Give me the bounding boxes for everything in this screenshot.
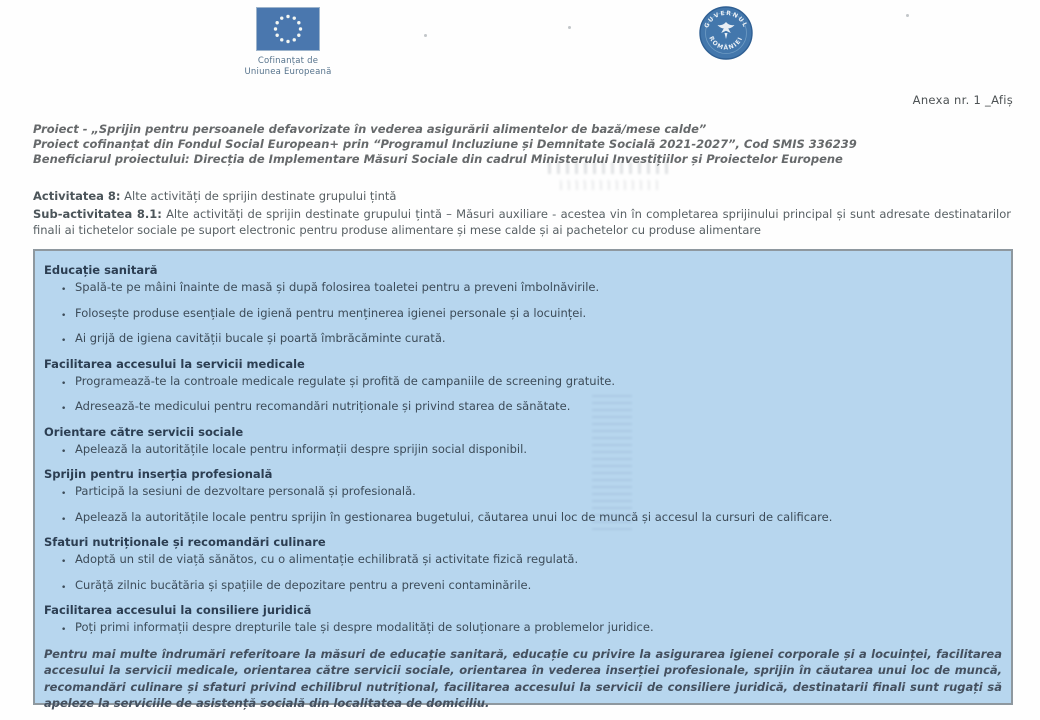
eu-flag-icon xyxy=(257,8,319,50)
project-beneficiary-line: Beneficiarul proiectului: Direcția de Implementare Măsuri Sociale din cadrul Ministerului Investițiilor și Proiectelor Europene xyxy=(33,152,843,166)
gov-seal-logo xyxy=(699,6,753,60)
list-item-text: Apelează la autoritățile locale pentru informații despre sprijin social disponibil. xyxy=(75,441,527,456)
bullet-icon xyxy=(61,578,75,594)
subactivity-8-1-label: Sub-activitatea 8.1: xyxy=(33,207,162,221)
bullet-icon xyxy=(61,306,75,322)
scan-artifact xyxy=(424,34,427,37)
list-item xyxy=(44,374,1002,390)
section-heading: Facilitarea accesului la consiliere juridică xyxy=(44,603,312,617)
list-item xyxy=(44,280,1002,296)
section-heading: Facilitarea accesului la servicii medicale xyxy=(44,356,305,371)
project-cofinance-line: Proiect cofinanțat din Fondul Social European+ prin “Programul Incluziune și Demnitate Socială 2021-2027”, Cod SMIS 336239 xyxy=(33,137,857,151)
bullet-icon xyxy=(61,374,75,390)
list-item-text: Folosește produse esențiale de igienă pentru menținerea igienei personale și a locuinței. xyxy=(75,305,587,320)
section-heading: Orientare către servicii sociale xyxy=(44,424,244,439)
list-item xyxy=(44,306,1002,322)
list-item-text: Adresează-te medicului pentru recomandări nutriționale și privind starea de sănătate. xyxy=(75,399,571,413)
list-item-text: Programează-te la controale medicale regulate și profită de campaniile de screening gratuite. xyxy=(75,373,616,388)
project-title-line: Proiect - „Sprijin pentru persoanele defavorizate în vederea asigurării alimentelor de bază/mese calde” xyxy=(33,122,707,136)
bullet-icon xyxy=(61,442,75,458)
scan-artifact xyxy=(568,26,571,29)
activity-section xyxy=(33,189,1011,238)
subactivity-8-1-text: Alte activități de sprijin destinate grupului țintă – Măsuri auxiliare - acestea vin în completarea sprijinului principal și sunt adresate destinatarilor finali ai tichetelor sociale pe suport electronic pentru produse alimentare și mese calde și ai pachetelor cu produse alimentare xyxy=(33,207,1011,237)
project-meta xyxy=(33,122,993,167)
section-heading: Sprijin pentru inserția profesională xyxy=(44,467,273,481)
annex-label: Anexa nr. 1 _Afiș xyxy=(912,93,1013,107)
list-item-text: Poți primi informații despre drepturile tale și despre modalități de soluționare a problemelor juridice. xyxy=(75,620,654,634)
eu-flag-logo xyxy=(228,8,348,78)
scan-artifact xyxy=(906,14,909,17)
seal-ring-bottom-text: ROMÂNIEI xyxy=(707,35,745,52)
bullet-icon xyxy=(61,331,75,347)
list-item xyxy=(44,620,1002,636)
list-item-text: Ai grijă de igiena cavității bucale și poartă îmbrăcăminte curată. xyxy=(75,331,446,345)
bullet-icon xyxy=(61,280,75,296)
list-item-text: Apelează la autoritățile locale pentru sprijin în gestionarea bugetului, căutarea unui loc de muncă și accesul la cursuri de calificare. xyxy=(75,509,833,524)
list-item-text: Spală-te pe mâini înainte de masă și după folosirea toaletei pentru a preveni îmbolnăvirile. xyxy=(75,280,600,294)
bullet-icon xyxy=(61,399,75,415)
activity-8-text: Alte activități de sprijin destinate grupului țintă xyxy=(124,189,397,203)
list-item xyxy=(44,578,1002,594)
list-item xyxy=(44,484,1002,500)
bullet-icon xyxy=(61,552,75,568)
section-heading: Sfaturi nutriționale și recomandări culinare xyxy=(44,535,326,549)
list-item-text: Participă la sesiuni de dezvoltare personală și profesională. xyxy=(75,484,416,498)
subactivity-8-1-paragraph xyxy=(33,206,1011,238)
info-box xyxy=(33,249,1013,710)
bullet-icon xyxy=(61,484,75,500)
footer-note: Pentru mai multe îndrumări referitoare la măsuri de educație sanitară, educație cu privire la asigurarea igienei corporale și a locuinței, facilitarea accesului la servicii medicale, orientarea către servicii sociale, orientarea în vederea inserției profesionale, sprijin în căutarea unui loc de muncă, recomandări culinare și sfaturi privind echilibrul nutrițional, facilitarea accesului la servicii de consiliere juridică, destinatarii finali sunt rugați să apeleze la serviciile de asistență socială din localitatea de domiciliu. xyxy=(44,646,1002,710)
eu-caption-line1: Cofinanțat de xyxy=(257,56,319,66)
activity-8-label: Activitatea 8: xyxy=(33,189,121,203)
list-item xyxy=(44,331,1002,347)
eu-flag-caption xyxy=(228,56,348,78)
list-item-text: Adoptă un stil de viață sănătos, cu o alimentație echilibrată și activitate fizică regulată. xyxy=(75,552,579,566)
seal-ring-top-text: GUVERNUL xyxy=(703,9,749,30)
list-item xyxy=(44,552,1002,568)
section-heading: Educație sanitară xyxy=(44,263,158,277)
activity-8-line xyxy=(33,189,1011,203)
eu-caption-line2: Uniunea Europeană xyxy=(244,67,332,77)
bullet-icon xyxy=(61,620,75,636)
list-item xyxy=(44,510,1002,526)
list-item-text: Curăță zilnic bucătăria și spațiile de depozitare pentru a preveni contaminările. xyxy=(75,577,532,592)
list-item xyxy=(44,399,1002,415)
list-item xyxy=(44,442,1002,458)
bullet-icon xyxy=(61,510,75,526)
